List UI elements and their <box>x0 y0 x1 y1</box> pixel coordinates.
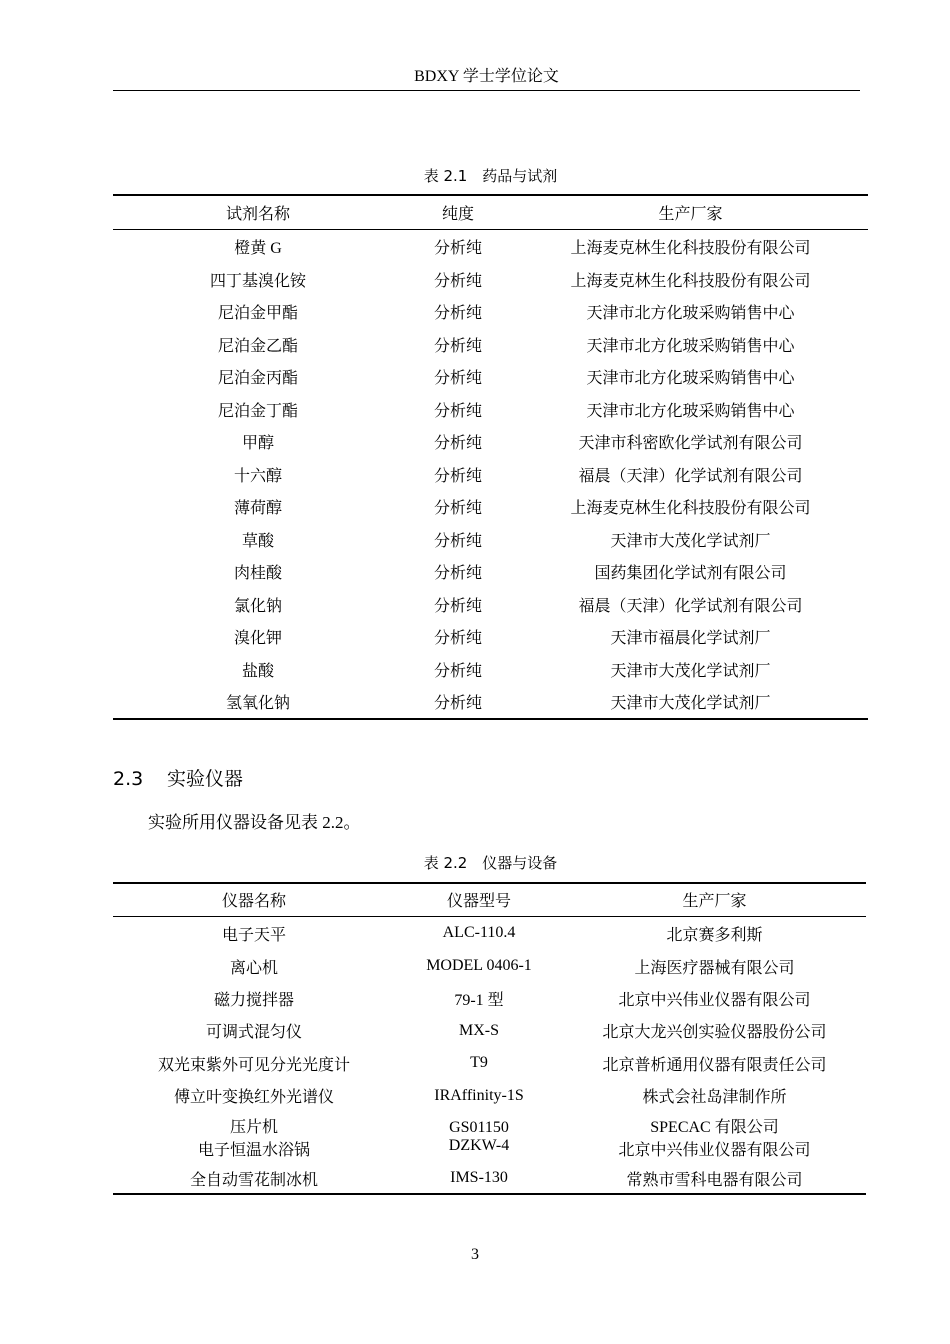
table-cell: 天津市大茂化学试剂厂 <box>610 695 771 712</box>
table-row <box>113 982 866 1014</box>
column-header-instrument-name: 仪器名称 <box>221 893 286 911</box>
table-cell: 双光束紫外可见分光光度计 <box>157 1056 350 1074</box>
table-row <box>113 393 868 426</box>
table-cell: 橙黄 G <box>234 239 282 257</box>
table-cell: 分析纯 <box>433 532 482 550</box>
table-row <box>113 1112 866 1137</box>
section-heading <box>113 764 243 791</box>
table-row <box>113 950 866 982</box>
table-cell: 分析纯 <box>433 305 482 323</box>
column-header-model: 仪器型号 <box>446 893 511 911</box>
table-cell: DZKW-4 <box>448 1137 510 1154</box>
table-cell: 福晨（天津）化学试剂有限公司 <box>578 597 803 615</box>
table-cell: SPECAC 有限公司 <box>650 1119 779 1136</box>
table-row <box>113 229 868 263</box>
table-cell: 分析纯 <box>433 337 482 355</box>
table-cell: 北京大龙兴创实验仪器股份公司 <box>602 1024 827 1041</box>
table-cell: 分析纯 <box>433 467 482 485</box>
table-cell: 上海麦克林生化科技股份有限公司 <box>570 239 811 257</box>
table-cell: 盐酸 <box>241 662 274 680</box>
table-cell: ALC-110.4 <box>442 924 516 942</box>
table-cell: 上海麦克林生化科技股份有限公司 <box>570 500 811 518</box>
table-cell: 十六醇 <box>233 467 282 485</box>
table-cell: IMS-130 <box>450 1169 508 1186</box>
table-row <box>113 686 868 719</box>
table-cell: 甲醇 <box>241 435 274 453</box>
table-cell: 北京赛多利斯 <box>666 926 763 944</box>
table-row <box>113 263 868 296</box>
table-row <box>113 1079 866 1112</box>
table-cell: 北京普析通用仪器有限责任公司 <box>602 1056 827 1074</box>
reagents-table <box>113 194 868 720</box>
table-cell: 北京中兴伟业仪器有限公司 <box>618 1142 811 1159</box>
table-cell: 磁力搅拌器 <box>213 991 294 1009</box>
table-row <box>113 916 866 950</box>
table-cell: T9 <box>470 1054 488 1071</box>
table-row <box>113 588 868 621</box>
table-cell: 分析纯 <box>433 402 482 420</box>
table-cell: 电子天平 <box>221 926 286 944</box>
table-cell: 全自动雪花制冰机 <box>189 1171 318 1189</box>
table-cell: 分析纯 <box>433 630 482 648</box>
table-cell: 尼泊金乙酯 <box>217 337 298 355</box>
table-cell: 天津市北方化玻采购销售中心 <box>586 337 795 355</box>
table-row <box>113 1137 866 1163</box>
table1-caption: 表 2.1 药品与试剂 <box>423 167 558 185</box>
table-cell: 福晨（天津）化学试剂有限公司 <box>578 467 803 485</box>
table-cell: 分析纯 <box>433 500 482 518</box>
table-cell: 四丁基溴化铵 <box>209 272 306 290</box>
table-row <box>113 491 868 524</box>
table-cell: 天津市北方化玻采购销售中心 <box>586 370 795 388</box>
table-cell: 可调式混匀仪 <box>205 1024 302 1041</box>
table-cell: 上海麦克林生化科技股份有限公司 <box>570 272 811 290</box>
table-cell: 天津市大茂化学试剂厂 <box>610 662 771 680</box>
table-cell: 79-1 型 <box>454 991 504 1009</box>
table-cell: 肉桂酸 <box>233 565 282 583</box>
section-title: 实验仪器 <box>167 768 244 790</box>
table-row <box>113 1163 866 1194</box>
table-cell: 株式会社岛津制作所 <box>642 1089 787 1106</box>
table-cell: 分析纯 <box>433 370 482 388</box>
table-cell: 天津市北方化玻采购销售中心 <box>586 305 795 323</box>
table-row <box>113 621 868 654</box>
table-row <box>113 1047 866 1079</box>
header-rule <box>113 90 860 91</box>
column-header-purity: 纯度 <box>441 205 474 223</box>
table-cell: 电子恒温水浴锅 <box>197 1142 310 1159</box>
column-header-manufacturer: 生产厂家 <box>658 205 723 223</box>
table-cell: 分析纯 <box>433 695 482 712</box>
table-cell: 氢氧化钠 <box>225 695 290 712</box>
table-cell: 上海医疗器械有限公司 <box>634 959 795 977</box>
table-cell: 天津市北方化玻采购销售中心 <box>586 402 795 420</box>
section-number: 2.3 <box>113 768 144 790</box>
table-cell: 薄荷醇 <box>233 500 282 518</box>
column-header-manufacturer: 生产厂家 <box>682 893 747 911</box>
table2-caption: 表 2.2 仪器与设备 <box>423 854 558 872</box>
table-row <box>113 523 868 556</box>
table-cell: 天津市科密欧化学试剂有限公司 <box>578 435 803 453</box>
table-row <box>113 296 868 329</box>
table-cell: IRAffinity-1S <box>434 1086 524 1104</box>
table-cell: 压片机 <box>229 1119 278 1136</box>
table-cell: 天津市大茂化学试剂厂 <box>610 532 771 550</box>
table-cell: MX-S <box>458 1021 499 1039</box>
table-row <box>113 653 868 686</box>
table-cell: 尼泊金丁酯 <box>217 402 298 420</box>
table-cell: 分析纯 <box>433 239 482 257</box>
table-cell: 分析纯 <box>433 272 482 290</box>
table-row <box>113 328 868 361</box>
table-cell: 尼泊金甲酯 <box>217 305 298 323</box>
table-cell: 分析纯 <box>433 435 482 453</box>
table-cell: 溴化钾 <box>233 630 282 648</box>
page-number: 3 <box>471 1246 479 1263</box>
table-cell: 离心机 <box>229 959 278 977</box>
table-row <box>113 361 868 394</box>
table-cell: MODEL 0406-1 <box>426 957 532 974</box>
column-header-reagent-name: 试剂名称 <box>225 205 290 223</box>
table-cell: 分析纯 <box>433 565 482 583</box>
table-row <box>113 1014 866 1047</box>
table-cell: 分析纯 <box>433 662 482 680</box>
table-cell: GS01150 <box>449 1119 509 1136</box>
table-cell: 天津市福晨化学试剂厂 <box>610 630 771 648</box>
table-cell: 国药集团化学试剂有限公司 <box>594 565 787 583</box>
table-row <box>113 426 868 459</box>
instruments-table <box>113 882 866 1195</box>
table-cell: 尼泊金丙酯 <box>217 370 298 388</box>
body-paragraph: 实验所用仪器设备见表 2.2。 <box>148 813 361 832</box>
table-cell: 分析纯 <box>433 597 482 615</box>
table-cell: 草酸 <box>241 532 274 550</box>
table-cell: 北京中兴伟业仪器有限公司 <box>618 991 811 1009</box>
table-cell: 常熟市雪科电器有限公司 <box>626 1171 803 1189</box>
table-cell: 氯化钠 <box>233 597 282 615</box>
table-row <box>113 458 868 491</box>
table-row <box>113 556 868 589</box>
running-header: BDXY 学士学位论文 <box>414 68 559 85</box>
table-cell: 傅立叶变换红外光谱仪 <box>173 1089 334 1106</box>
